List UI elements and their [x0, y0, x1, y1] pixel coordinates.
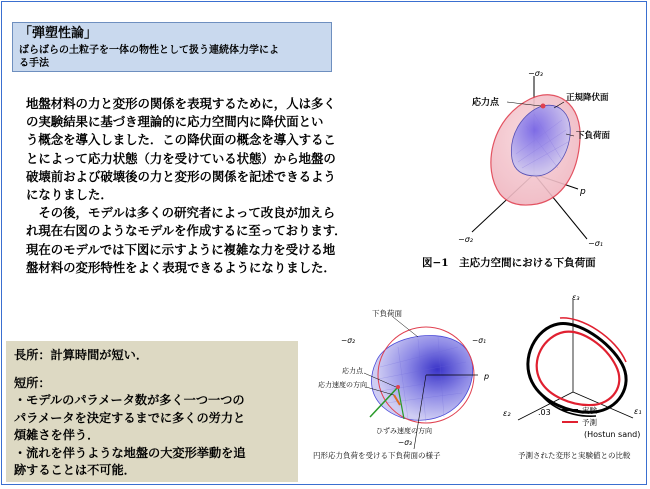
fig2-axis-s2: −σ₂ [341, 336, 356, 345]
demerit-line: 跡することは不可能． [14, 463, 136, 477]
fig3-sample-name: (Hostun sand) [584, 430, 641, 439]
fig1-axis-s1: −σ₁ [588, 239, 603, 248]
fig1-axis-p: p [580, 187, 586, 197]
demerit-line: ・流れを伴うような地盤の大変形挙動を追 [14, 445, 246, 460]
pros-cons-box [6, 341, 298, 482]
fig3-axis-e2: ε₂ [503, 409, 511, 418]
figure1-stress-space [412, 64, 637, 254]
body-line: の実験結果に基づき理論的に応力空間内に降伏面とい [26, 114, 324, 130]
body-line: その後，モデルは多くの研究者によって改良が加えら [26, 205, 336, 221]
fig2-axis-s1: −σ₁ [472, 336, 487, 345]
fig1-axis-s2: −σ₂ [458, 235, 473, 244]
merit-text: 長所：計算時間が短い． [14, 348, 149, 362]
slide-subtitle-line1: ばらばらの土粒子を一体の物性として扱う連続体力学によ [19, 45, 279, 56]
body-line: 現在のモデルでは下図に示すように複雑な力を受ける地 [26, 241, 336, 257]
fig3-legend-pred: 予測 [582, 418, 597, 427]
title-box [12, 22, 332, 72]
figure3-deformation-comparison [498, 292, 648, 452]
slide [1, 1, 647, 485]
fig1-label-subloading: 下負荷面 [576, 131, 611, 141]
fig2-axis-p: p [484, 372, 490, 381]
fig3-tick: .03 [538, 408, 551, 417]
body-line: 盤材料の変形特性をよく表現できるようになりました． [26, 259, 336, 275]
fig2-label-stress-point: 応力点 [342, 367, 363, 375]
demerit-title: 短所： [14, 375, 51, 390]
fig1-label-normal-yield: 正規降伏面 [566, 93, 609, 103]
body-line: う概念を導入しました．この降伏面の概念を導入するこ [26, 132, 336, 148]
figure2-circular-loading [308, 307, 498, 462]
fig3-legend-exp: 実験 [582, 406, 597, 415]
figure3-caption: 予測された変形と実験値との比較 [518, 451, 631, 460]
fig1-label-stress-point: 応力点 [472, 98, 500, 108]
body-line: になりました． [26, 187, 113, 203]
demerit-line: パラメータを決定するまでに多くの労力と [14, 410, 246, 425]
slide-title: 「弾塑性論」 [19, 26, 98, 41]
demerit-line: ・モデルのパラメータ数が多く一つ一つの [14, 393, 245, 407]
figure1-caption: 図−1 主応力空間における下負荷面 [422, 257, 596, 269]
body-line: とによって応力状態（力を受けている状態）から地盤の [26, 150, 336, 166]
fig1-axis-s3: −σ₃ [528, 69, 543, 78]
body-line: 地盤材料の力と変形の関係を表現するために，人は多く [26, 96, 336, 111]
fig3-axis-e3: ε₃ [572, 293, 580, 302]
fig2-label-strain-rate: ひずみ速度の方向 [376, 427, 432, 435]
slide-subtitle-line2: る手法 [19, 58, 49, 69]
figure2-caption: 円形応力負荷を受ける下負荷面の様子 [313, 451, 441, 460]
body-line: 破壊前および破壊後の力と変形の関係を記述できるよう [26, 168, 336, 184]
fig2-label-subloading: 下負荷面 [372, 309, 402, 318]
fig2-axis-s3: −σ₃ [398, 438, 413, 447]
fig2-label-stress-rate: 応力速度の方向 [318, 381, 367, 389]
body-line: れ現在右図のようなモデルを作成するに至っております． [26, 223, 347, 239]
fig3-axis-e1: ε₁ [634, 407, 642, 416]
body-text [26, 95, 398, 277]
demerit-line: 煩雑さを伴う． [14, 428, 100, 442]
